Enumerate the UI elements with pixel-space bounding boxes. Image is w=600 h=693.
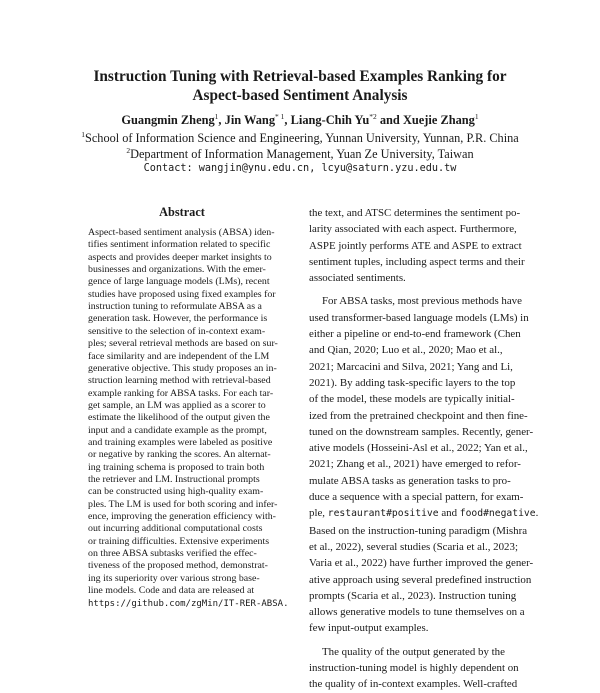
abstract-line: ing its superiority over various strong base- — [88, 572, 260, 584]
abstract-line: ing training schema is proposed to train both — [88, 461, 265, 473]
abstract-line: ence, improving the generation efficiency with- — [88, 511, 276, 523]
author-name: Liang-Chih Yu — [290, 113, 370, 127]
paragraph-2 — [309, 293, 534, 505]
text-line: ASPE jointly performs ATE and ASPE to extract — [309, 239, 522, 252]
abstract-line: example ranking for ABSA tasks. For each tar- — [88, 387, 274, 399]
affiliation-mark: 2 — [126, 146, 131, 155]
abstract-line: generation task. However, the performance is — [88, 313, 268, 325]
abstract-line: tiveness of the proposed method, demonstrat- — [88, 560, 268, 572]
text-line: allows generative models to tune themselves on a — [309, 606, 525, 619]
abstract-line: or training difficulties. Extensive experiments — [88, 535, 270, 547]
author-affiliation-mark: * 1 — [275, 112, 285, 121]
affiliation-1 — [0, 131, 600, 146]
abstract-line: instruction tuning to reformulate ABSA as a — [88, 301, 262, 313]
text-line: of the model, these models are typically initial- — [309, 393, 515, 406]
title-line-2: Aspect-based Sentiment Analysis — [192, 87, 408, 104]
author-affiliation-mark: 1 — [474, 112, 479, 121]
abstract-line: can be constructed using high-quality exam- — [88, 486, 264, 498]
text-line: used transformer-based language models (LMs) in — [309, 311, 529, 324]
text-line: The quality of the output generated by the — [322, 645, 505, 658]
paragraph-2-code-line — [309, 505, 539, 522]
abstract-line: tifies sentiment information related to specific — [88, 239, 271, 251]
abstract-line: ples; several retrieval methods are based on sur- — [88, 338, 278, 350]
text-line: ative models (Hosseini-Asl et al., 2022; Yan et al., — [309, 442, 528, 455]
paragraph-1 — [309, 205, 531, 286]
abstract-line: face similarity and are independent of the LM — [88, 350, 270, 362]
code-line-prefix: ple, — [309, 507, 328, 520]
abstract-heading: Abstract — [159, 205, 205, 219]
author-name: Guangmin Zheng — [121, 113, 215, 127]
abstract-line: generative objective. This study proposes an in- — [88, 362, 277, 374]
text-line: 2021; Zhang et al., 2021) have emerged to refor- — [309, 458, 521, 471]
text-line: ized from the pretrained checkpoint and then fine- — [309, 409, 528, 422]
author-separator: and — [376, 113, 403, 127]
text-line: larity associated with each aspect. Furthermore, — [309, 223, 517, 236]
author-name: Jin Wang — [224, 113, 276, 127]
text-line: Varia et al., 2022) have further improved the gener- — [309, 557, 534, 570]
abstract-line: get sample, an LM was applied as a scorer to — [88, 399, 266, 411]
text-line: 2021; Marcacini and Silva, 2021; Yang and Li, — [309, 360, 513, 373]
text-line: and Qian, 2020; Luo et al., 2020; Mao et al., — [309, 344, 503, 357]
text-line: duce a sequence with a special pattern, for exam- — [309, 491, 524, 504]
affiliation-2 — [0, 147, 600, 162]
abstract-line: gence of large language models (LMs), recent — [88, 276, 270, 288]
abstract-line: input and a candidate example as the prompt, — [88, 424, 267, 436]
abstract-line: estimate the likelihood of the output given the — [88, 412, 270, 424]
abstract-line: on three ABSA subtasks verified the effec- — [88, 548, 257, 560]
text-line: mulate ABSA tasks as generation tasks to pro- — [309, 474, 511, 487]
text-line: 2021). By adding task-specific layers to the top — [309, 376, 516, 389]
paragraph-2-continued — [309, 523, 534, 637]
right-column-body — [309, 205, 539, 693]
author-affiliation-mark: *2 — [369, 112, 377, 121]
code-line-mid: and — [438, 507, 460, 520]
abstract-line: struction learning method with retrieval-based — [88, 375, 271, 387]
text-line: the quality of in-context examples. Well-crafted — [309, 678, 518, 691]
contact-line: Contact: wangjin@ynu.edu.cn, lcyu@saturn.yzu.edu.tw — [143, 163, 457, 174]
affiliation-text: School of Information Science and Engineering, Yunnan University, Yunnan, P.R. China — [85, 131, 519, 145]
text-line: sentiment tuples, including aspect terms and their — [309, 255, 525, 268]
author-list — [0, 113, 600, 128]
affiliation-mark: 1 — [81, 130, 85, 139]
code-line-suffix: . — [535, 507, 539, 520]
abstract-line: the retriever and LM. Instructional prompts — [88, 474, 260, 485]
text-line: ative approach using several predefined instruction — [309, 573, 532, 586]
abstract-line: out incurring additional computational costs — [88, 523, 263, 535]
affiliation-text: Department of Information Management, Yuan Ze University, Taiwan — [130, 147, 474, 161]
abstract-line: and training examples were labeled as positive — [88, 436, 273, 448]
abstract-line: businesses and organizations. With the emer- — [88, 264, 266, 276]
code-url-link[interactable]: https://github.com/zgMin/IT-RER-ABSA. — [88, 598, 289, 609]
abstract-line: ples. The LM is used for both scoring and infer- — [88, 498, 278, 510]
text-line: the text, and ATSC determines the sentiment po- — [309, 207, 521, 219]
code-example-2: food#negative — [459, 508, 536, 520]
abstract-line: or negative by ranking the scores. An alternat- — [88, 449, 271, 461]
author-separator: , — [284, 113, 291, 127]
text-line: tuned on the downstream samples. Recently, gener- — [309, 425, 534, 438]
text-line: few input-output examples. — [309, 622, 429, 635]
author-affiliation-mark: 1 — [214, 112, 219, 121]
text-line: Based on the instruction-tuning paradigm (Mishra — [309, 524, 528, 537]
abstract-line: line models. Code and data are released at — [88, 585, 255, 597]
abstract-line: aspects and provides deeper market insights to — [88, 251, 272, 263]
paragraph-3 — [309, 644, 531, 693]
code-example-1: restaurant#positive — [327, 508, 439, 520]
abstract-line: Aspect-based sentiment analysis (ABSA) iden- — [88, 227, 275, 238]
text-line: For ABSA tasks, most previous methods have — [322, 295, 522, 308]
abstract-line: sensitive to the selection of in-context exam- — [88, 325, 266, 337]
text-line: instruction-tuning model is highly dependent on — [309, 662, 519, 675]
author-separator: , — [218, 113, 225, 127]
text-line: et al., 2022), several studies (Scaria et al., 2023; — [309, 540, 518, 553]
paper-title — [0, 67, 600, 105]
text-line: associated sentiments. — [309, 272, 406, 285]
title-line-1: Instruction Tuning with Retrieval-based Examples Ranking for — [93, 68, 507, 85]
text-line: either a pipeline or end-to-end framework (Chen — [309, 328, 521, 341]
author-name: Xuejie Zhang — [402, 113, 475, 127]
abstract-line: studies have proposed using fixed examples for — [88, 288, 276, 300]
text-line: prompts (Scaria et al., 2023). Instruction tuning — [309, 589, 517, 602]
